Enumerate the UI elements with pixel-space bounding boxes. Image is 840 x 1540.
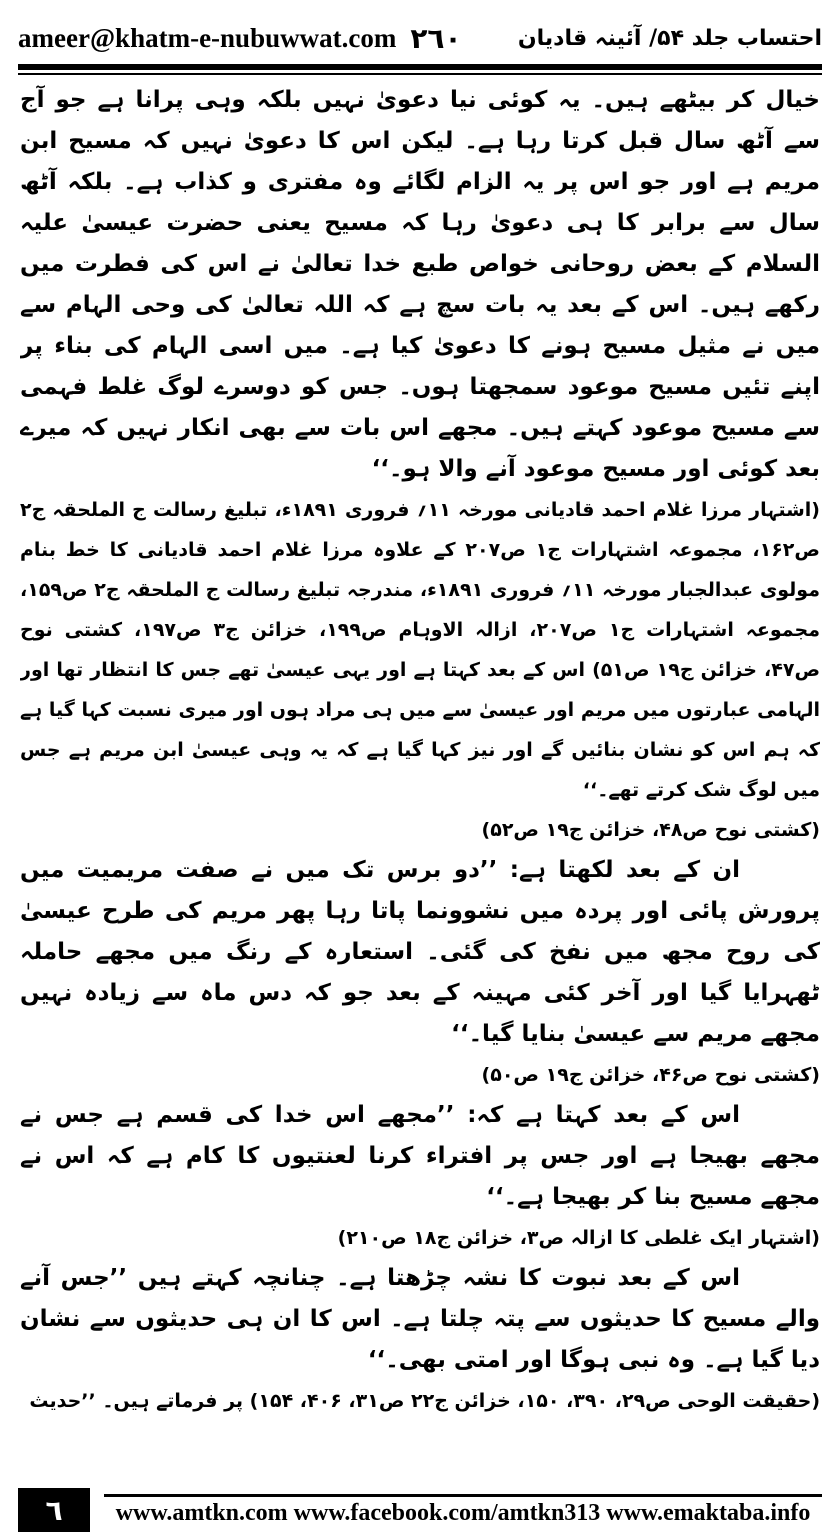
header-rule-thin [18, 73, 822, 75]
header-email: ameer@khatm-e-nubuwwat.com [18, 22, 397, 53]
citation-block-1: (اشتہار مرزا غلام احمد قادیانی مورخہ ۱۱؍ فروری ۱۸۹۱ء، تبلیغ رسالت ج الملحقہ ج۲ ص۱۶۲، مجموعہ اشتہارات ج۱ ص۲۰۷ کے علاوہ مرزا غلام احمد قادیانی کا خط بنام مولوی عبدالجبار مورخہ ۱۱؍ فروری ۱۸۹۱ء، مندرجہ تبلیغ رسالت ج الملحقہ ج۲ ص۱۵۹، مجموعہ اشتہارات ج۱ ص۲۰۷، ازالہ الاوہام ص۱۹۹، خزائن ج۳ ص۱۹۷، کشتی نوح ص۴۷، خزائن ج۱۹ ص۵۱) اس کے بعد کہتا ہے اور یہی عیسیٰ تھے جس کا انتظار تھا اور الہامی عبارتوں میں مریم اور عیسیٰ سے میں ہی مراد ہوں اور میری نسبت کہا گیا ہے کہ ہم اس کو نشان بنائیں گے اور نیز کہا گیا ہے کہ یہ وہی عیسیٰ ابن مریم ہے جس میں لوگ شک کرتے تھے۔‘‘ [20, 499, 820, 801]
footer-rule [104, 1494, 822, 1497]
body-paragraph-4: اس کے بعد نبوت کا نشہ چڑھتا ہے۔ چنانچہ کہتے ہیں ’’جس آنے والے مسیح کا حدیثوں سے پتہ چلتا ہے۔ اس کا ان ہی حدیثوں سے نشان دیا گیا ہے۔ وہ نبی ہوگا اور امتی بھی۔‘‘ [20, 1265, 820, 1373]
citation-3: (کشتی نوح ص۴۶، خزائن ج۱۹ ص۵۰) [481, 1064, 820, 1086]
citation-2: (کشتی نوح ص۴۸، خزائن ج۱۹ ص۵۲) [481, 819, 820, 841]
footer-page-index: ٦ [18, 1488, 90, 1532]
footer-links: www.amtkn.com www.facebook.com/amtkn313 www.emaktaba.info [115, 1499, 811, 1526]
page-body [20, 80, 820, 1480]
body-paragraph-1: خیال کر بیٹھے ہیں۔ یہ کوئی نیا دعویٰ نہیں بلکہ وہی پرانا ہے جو آج سے آٹھ سال قبل کرتا رہا ہے۔ لیکن اس کا دعویٰ نہیں کہ مسیح ابن مریم ہے اور جو اس پر یہ الزام لگائے وہ مفتری و کذاب ہے۔ بلکہ آٹھ سال سے برابر کا ہی دعویٰ رہا کہ مسیح یعنی حضرت عیسیٰ علیہ السلام کے بعض روحانی خواص طبع خدا تعالیٰ نے اس کی فطرت میں رکھے ہیں۔ اس کے بعد یہ بات سچ ہے کہ اللہ تعالیٰ کی وحی الہام سے میں نے مثیل مسیح ہونے کا دعویٰ کیا ہے۔ میں اسی الہام کی بناء پر اپنے تئیں مسیح موعود سمجھتا ہوں۔ جس کو دوسرے لوگ غلط فہمی سے مسیح موعود کہتے ہیں۔ مجھے اس بات سے بھی انکار نہیں کہ میرے بعد کوئی اور مسیح موعود آنے والا ہو۔‘‘ [20, 87, 820, 482]
body-paragraph-3: اس کے بعد کہتا ہے کہ: ’’مجھے اس خدا کی قسم ہے جس نے مجھے بھیجا ہے اور جس پر افتراء کرنا لعنتیوں کا کام ہے کہ اس نے مجھے مسیح بنا کر بھیجا ہے۔‘‘ [20, 1102, 820, 1210]
header-left [18, 22, 462, 55]
page-footer [18, 1488, 822, 1532]
header-rule-thick [18, 64, 822, 70]
header-page-number: ۲٦٠ [410, 21, 462, 55]
body-paragraph-2: ان کے بعد لکھتا ہے: ’’دو برس تک میں نے صفت مریمیت میں پرورش پائی اور پردہ میں نشوونما پاتا رہا پھر مریم کی طرح عیسیٰ کی روح مجھ میں نفخ کی گئی۔ استعارہ کے رنگ میں مجھے حاملہ ٹھہرایا گیا اور آخر کئی مہینہ کے بعد جو کہ دس ماہ سے زیادہ نہیں مجھے مریم سے عیسیٰ بنایا گیا۔‘‘ [20, 857, 820, 1047]
citation-5: (حقیقت الوحی ص۲۹، ۳۹۰، ۱۵۰، خزائن ج۲۲ ص۳۱، ۴۰۶، ۱۵۴) پر فرماتے ہیں۔ ’’حدیث [29, 1390, 820, 1412]
citation-4: (اشتہار ایک غلطی کا ازالہ ص۳، خزائن ج۱۸ ص۲۱۰) [337, 1227, 820, 1249]
page-header [18, 14, 822, 62]
footer-links-area [90, 1488, 822, 1532]
header-book-title: احتساب جلد ۵۴/ آئینہ قادیان [517, 25, 822, 51]
